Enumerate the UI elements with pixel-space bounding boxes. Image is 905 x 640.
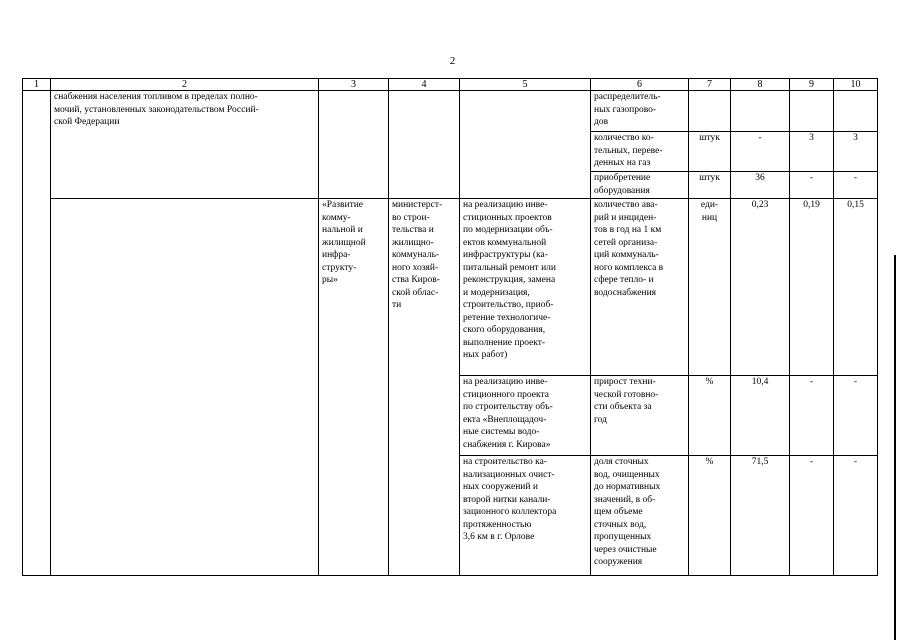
table-row <box>23 199 878 376</box>
unit-cell <box>689 91 731 132</box>
value-cell: 0,23 <box>731 199 790 376</box>
purpose-cell: на реализацию инве- стиционного проекта по строительству объ- екта «Внеплощадоч- ные системы водо- снабжения г. Кирова» <box>460 376 591 456</box>
indicator-cell: распределитель- ных газопрово- дов <box>591 91 689 132</box>
cell-col4 <box>389 91 460 199</box>
value-cell: - <box>834 456 878 576</box>
col-number: 9 <box>790 79 834 91</box>
col-number: 8 <box>731 79 790 91</box>
value-cell <box>731 91 790 132</box>
col-number: 10 <box>834 79 878 91</box>
value-cell: - <box>834 376 878 456</box>
col-number: 3 <box>319 79 389 91</box>
value-cell: - <box>731 132 790 172</box>
col-number: 1 <box>23 79 51 91</box>
value-cell: 3 <box>790 132 834 172</box>
col-number: 4 <box>389 79 460 91</box>
value-cell: - <box>834 172 878 199</box>
column-numbers-row <box>23 79 878 91</box>
indicator-cell: прирост техни- ческой готовно- сти объекта за год <box>591 376 689 456</box>
value-cell: 36 <box>731 172 790 199</box>
cell-col5 <box>460 91 591 199</box>
value-cell: 10,4 <box>731 376 790 456</box>
indicator-cell: приобретение оборудования <box>591 172 689 199</box>
cell-col3 <box>319 91 389 199</box>
unit-cell: % <box>689 376 731 456</box>
indicator-cell: доля сточных вод, очищенных до нормативных значений, в об- щем объеме сточных вод, пропущенных через очистные сооружения <box>591 456 689 576</box>
purpose-cell: на строительство ка- нализационных очист- ных сооружений и второй нитки канали- зационного коллектора протяженностью 3,6 км в г. Орлове <box>460 456 591 576</box>
value-cell: 3 <box>834 132 878 172</box>
cell-col2 <box>51 199 319 576</box>
indicators-table <box>22 78 878 576</box>
col-number: 7 <box>689 79 731 91</box>
col-number: 5 <box>460 79 591 91</box>
indicator-cell: количество ко- тельных, переве- денных на газ <box>591 132 689 172</box>
indicator-cell: количество ава- рий и инциден- тов в год на 1 км сетей организа- ций коммуналь- ного комплекса в сфере тепло- и водоснабжения <box>591 199 689 376</box>
value-cell: 0,15 <box>834 199 878 376</box>
program-name: «Развитие комму- нальной и жилищной инфра- структу- ры» <box>319 199 389 576</box>
value-cell: 0,19 <box>790 199 834 376</box>
col-number: 6 <box>591 79 689 91</box>
unit-cell: штук <box>689 172 731 199</box>
cell-col1 <box>23 91 51 576</box>
unit-cell: % <box>689 456 731 576</box>
scan-page-edge <box>894 255 896 640</box>
value-cell: - <box>790 456 834 576</box>
col-number: 2 <box>51 79 319 91</box>
value-cell: - <box>790 376 834 456</box>
value-cell: - <box>790 172 834 199</box>
table-row <box>23 91 878 132</box>
unit-cell: еди- ниц <box>689 199 731 376</box>
unit-cell: штук <box>689 132 731 172</box>
value-cell <box>834 91 878 132</box>
purpose-cell: на реализацию инве- стиционных проектов по модернизации объ- ектов коммунальной инфраструктуры (ка- питальный ремонт или реконструкция, замена и модернизация, строительство, приоб- ретение технологиче- ского оборудования, выполнение проект- ных работ) <box>460 199 591 376</box>
page-number: 2 <box>449 55 456 67</box>
task-description: снабжения населения топливом в пределах полно- мочий, установленных законодательством Россий- ской Федерации <box>51 91 319 199</box>
value-cell: 71,5 <box>731 456 790 576</box>
value-cell <box>790 91 834 132</box>
executor-name: министерст- во строи- тельства и жилищно- коммуналь- ного хозяй- ства Киров- ской облас- ти <box>389 199 460 576</box>
